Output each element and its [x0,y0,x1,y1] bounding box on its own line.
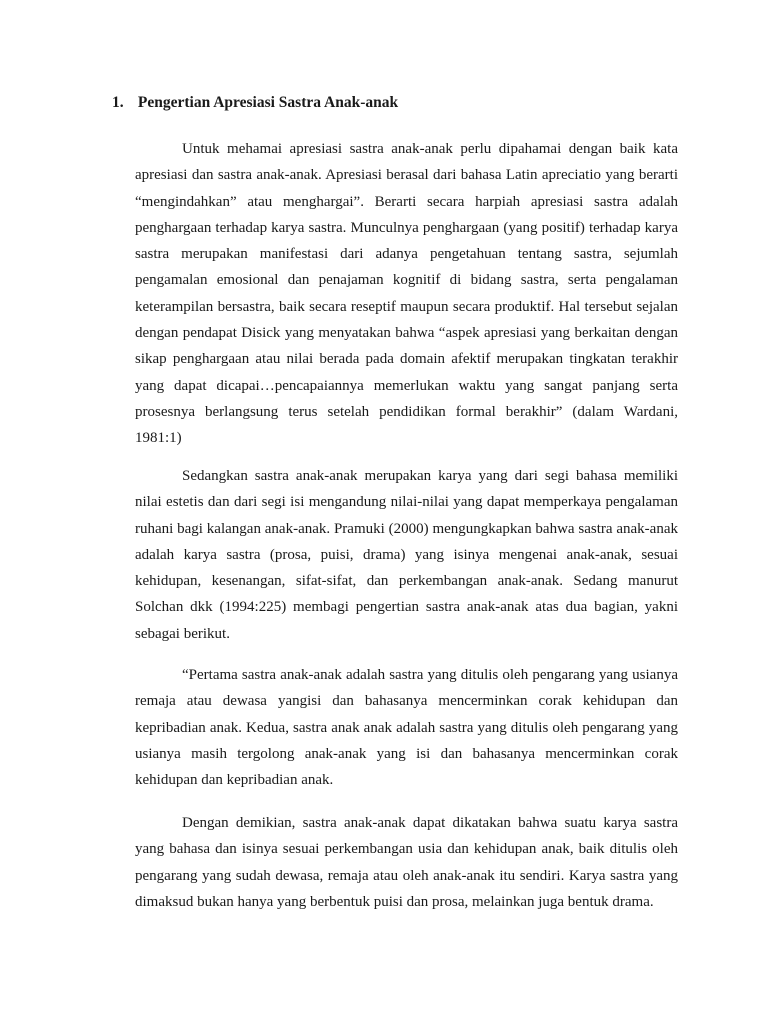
paragraph-sastra-anak-definition: Sedangkan sastra anak-anak merupakan karya yang dari segi bahasa memiliki nilai estetis dan dari segi isi mengandung nilai-nilai yang dapat memperkaya pengalaman ruhani bagi kalangan anak-anak. Pramuki (2000) mengungkapkan bahwa sastra anak-anak adalah karya sastra (prosa, puisi, drama) yang isinya mengenai anak-anak, sesuai kehidupan, kesenangan, sifat-sifat, dan perkembangan anak-anak. Sedang manurut Solchan dkk (1994:225) membagi pengertian sastra anak-anak atas dua bagian, yakni sebagai berikut. [135,468,678,642]
paragraph-quotation: “Pertama sastra anak-anak adalah sastra yang ditulis oleh pengarang yang usianya remaja atau dewasa yangisi dan bahasanya mencerminkan corak kehidupan dan kepribadian anak. Kedua, sastra anak anak adalah sastra yang ditulis oleh pengarang yang usianya masih tergolong anak-anak yang isi dan bahasanya mencerminkan corak kehidupan dan kepribadian anak. [135,667,678,789]
section-number: 1. [112,94,124,111]
section-heading [112,92,398,114]
section-title: Pengertian Apresiasi Sastra Anak-anak [137,94,399,111]
paragraph-conclusion: Dengan demikian, sastra anak-anak dapat dikatakan bahwa suatu karya sastra yang bahasa dan isinya sesuai perkembangan usia dan kehidupan anak, baik ditulis oleh pengarang yang sudah dewasa, remaja atau oleh anak-anak itu sendiri. Karya sastra yang dimaksud bukan hanya yang berbentuk puisi dan prosa, melainkan juga bentuk drama. [135,815,678,910]
paragraph-apresiasi-definition: Untuk mehamai apresiasi sastra anak-anak perlu dipahamai dengan baik kata apresiasi dan sastra anak-anak. Apresiasi berasal dari bahasa Latin apreciatio yang berarti “mengindahkan” atau menghargai”. Berarti secara harpiah apresiasi sastra adalah penghargaan terhadap karya sastra. Munculnya penghargaan (yang positif) terhadap karya sastra merupakan manifestasi dari adanya pengetahuan tentang sastra, sejumlah pengamalan emosional dan penajaman kognitif di bidang sastra, serta pengalaman keterampilan bersastra, baik secara reseptif maupun secara produktif. Hal tersebut sejalan dengan pendapat Disick yang menyatakan bahwa “aspek apresiasi yang berkaitan dengan sikap penghargaan atau nilai berada pada domain afektif merupakan tingkatan terakhir yang dapat dicapai…pencapaiannya memerlukan waktu yang sangat panjang serta prosesnya berlangsung terus setelah pendidikan formal berakhir” (dalam Wardani, 1981:1) [135,141,678,447]
